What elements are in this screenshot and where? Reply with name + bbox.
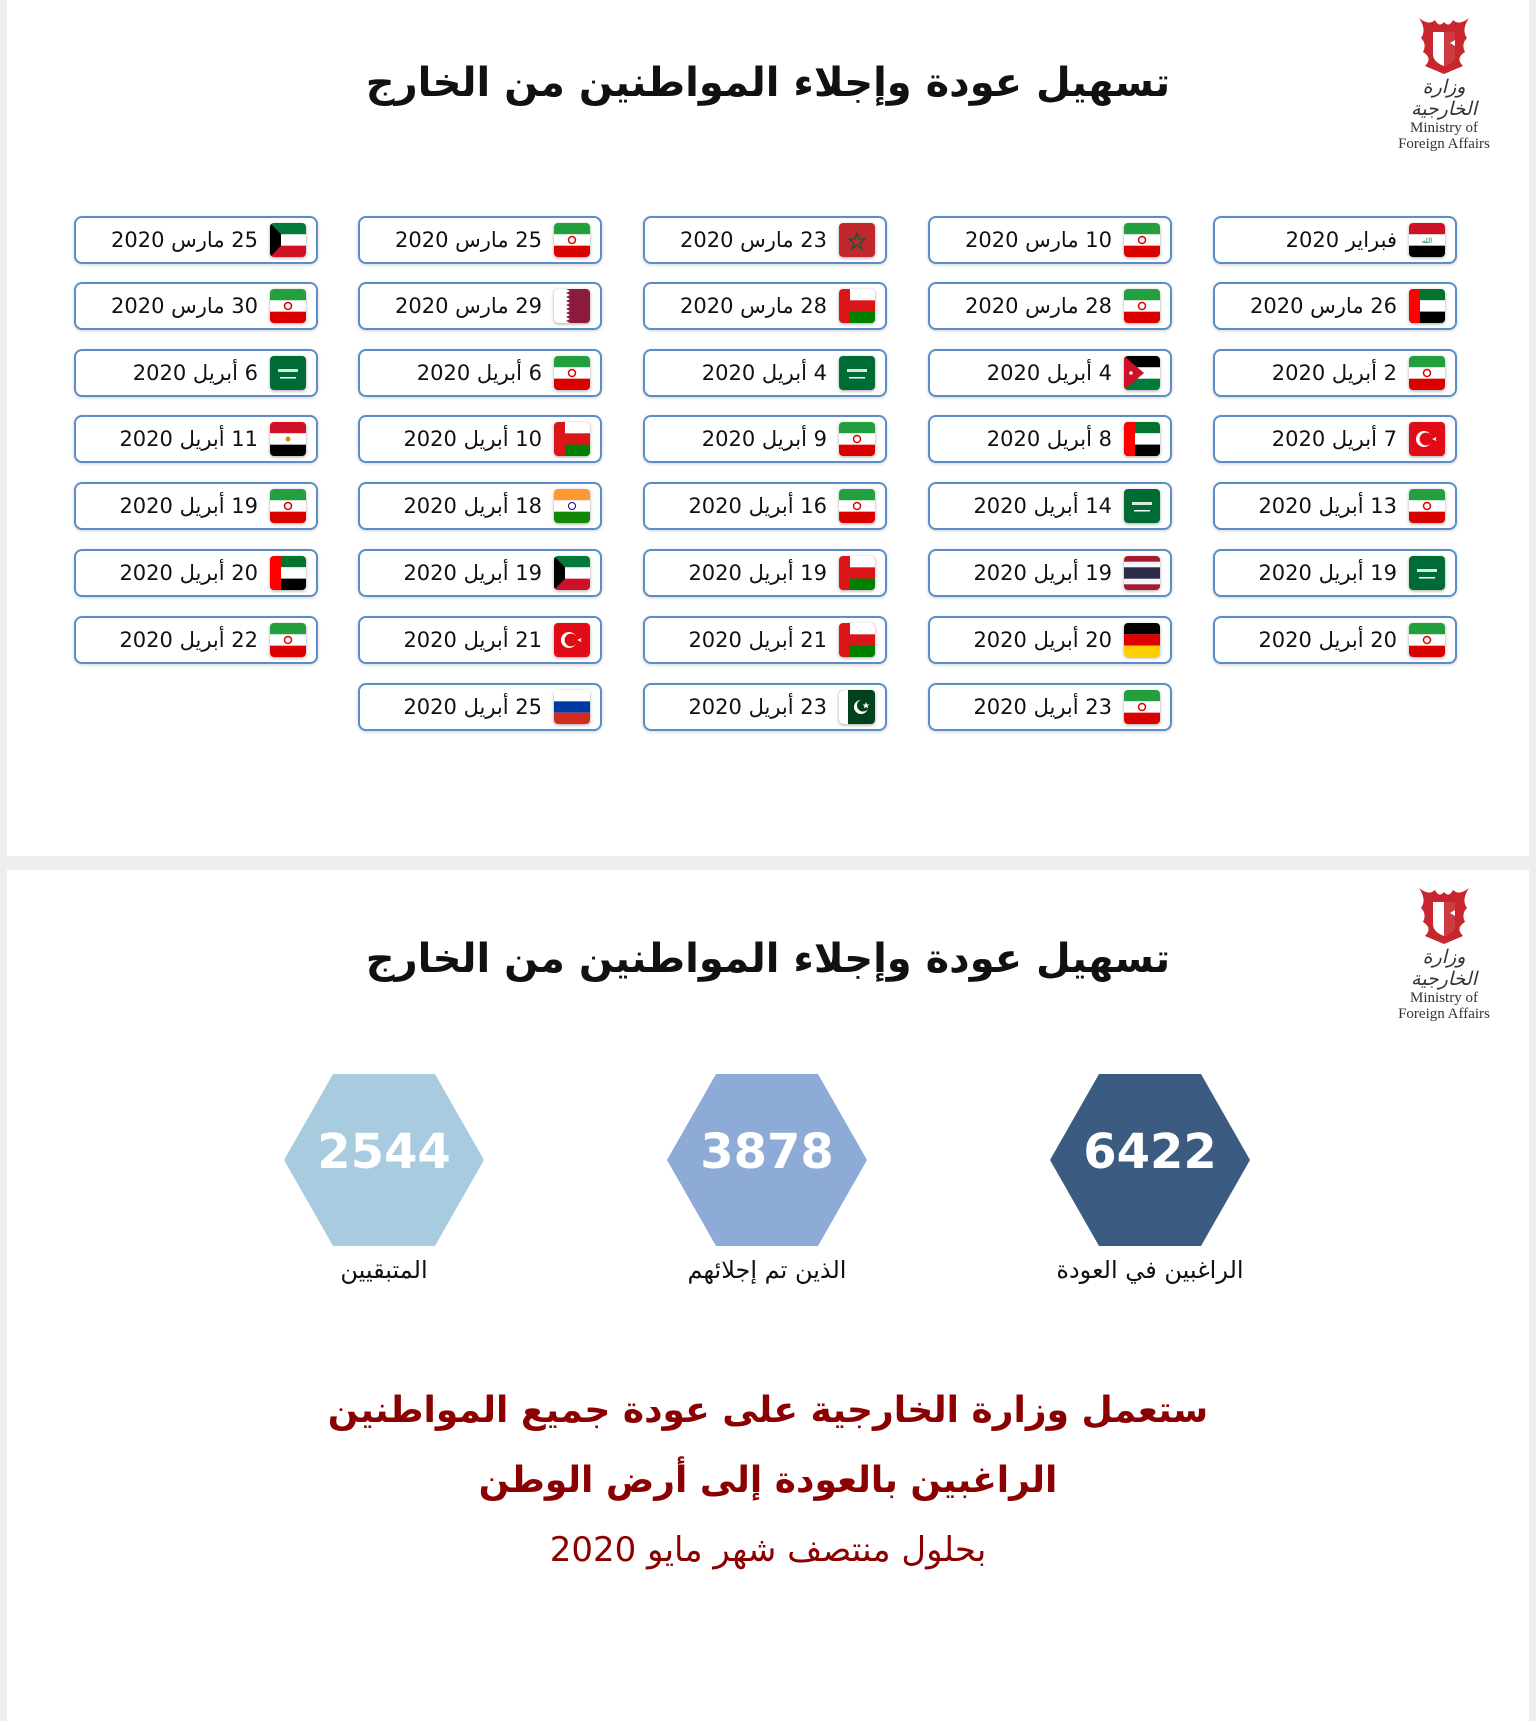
kuwait-flag-icon [270,223,306,257]
flight-card [928,349,1172,397]
kuwait-flag-icon [554,556,590,590]
flight-card [643,282,887,330]
flight-card [928,482,1172,530]
saudi-flag-icon [270,356,306,390]
flight-date: 14 أبريل 2020 [973,494,1112,518]
oman-flag-icon [839,623,875,657]
flight-card [74,482,318,530]
flight-card [928,616,1172,664]
stat-value: 6422 [1083,1124,1217,1180]
flight-card [1213,282,1457,330]
stat-label: الذين تم إجلائهم [687,1256,847,1284]
iran-flag-icon [270,289,306,323]
flight-card [358,683,602,731]
oman-flag-icon [839,289,875,323]
flight-card [74,616,318,664]
flight-card [74,415,318,463]
flight-card [643,415,887,463]
flight-date: 16 أبريل 2020 [688,494,827,518]
flight-date: 4 أبريل 2020 [701,361,827,385]
ministry-english-line2: Foreign Affairs [1398,1006,1490,1022]
flight-card [358,549,602,597]
uae-flag-icon [1124,422,1160,456]
stat-evacuated [637,1072,897,1284]
oman-flag-icon [839,556,875,590]
iran-flag-icon [839,422,875,456]
flight-date: 22 أبريل 2020 [119,628,258,652]
flight-date: 13 أبريل 2020 [1258,494,1397,518]
stat-wanting-return [1020,1072,1280,1284]
flight-card [74,549,318,597]
iran-flag-icon [839,489,875,523]
saudi-flag-icon [839,356,875,390]
flights-panel [7,0,1529,856]
saudi-flag-icon [1124,489,1160,523]
stat-value: 2544 [317,1124,451,1180]
flight-date: 19 أبريل 2020 [973,561,1112,585]
flight-date: 8 أبريل 2020 [986,427,1112,451]
iraq-flag-icon [1409,223,1445,257]
flight-date: 20 أبريل 2020 [973,628,1112,652]
flight-date: 18 أبريل 2020 [403,494,542,518]
flight-date: 28 مارس 2020 [965,294,1112,318]
stat-label: الراغبين في العودة [1056,1256,1244,1284]
ministry-arabic-name: وزارة الخارجية [1411,76,1477,120]
flight-card [1213,482,1457,530]
qatar-flag-icon [554,289,590,323]
flight-card [928,415,1172,463]
flight-date: 2 أبريل 2020 [1271,361,1397,385]
flight-date: 26 مارس 2020 [1250,294,1397,318]
flight-date: 10 مارس 2020 [965,228,1112,252]
stats-panel [7,870,1529,1721]
saudi-flag-icon [1409,556,1445,590]
flight-card [643,616,887,664]
morocco-flag-icon [839,223,875,257]
page-title: تسهيل عودة وإجلاء المواطنين من الخارج [365,60,1171,106]
flight-date: 28 مارس 2020 [680,294,827,318]
flight-card [928,549,1172,597]
india-flag-icon [554,489,590,523]
iran-flag-icon [1409,489,1445,523]
flight-date: 4 أبريل 2020 [986,361,1112,385]
oman-flag-icon [554,422,590,456]
jordan-flag-icon [1124,356,1160,390]
flight-date: 23 أبريل 2020 [688,695,827,719]
flight-date: 25 مارس 2020 [395,228,542,252]
ministry-english-line1: Ministry of [1410,990,1478,1006]
flight-date: 23 أبريل 2020 [973,695,1112,719]
flight-date: 25 أبريل 2020 [403,695,542,719]
flight-card [74,349,318,397]
flight-card [358,415,602,463]
message-line-2: الراغبين بالعودة إلى أرض الوطن [478,1460,1058,1501]
iran-flag-icon [1124,690,1160,724]
ministry-english-line2: Foreign Affairs [1398,136,1490,152]
flight-card [643,683,887,731]
flight-date: فبراير 2020 [1285,228,1397,252]
flight-date: 7 أبريل 2020 [1271,427,1397,451]
flight-date: 21 أبريل 2020 [403,628,542,652]
flight-date: 20 أبريل 2020 [1258,628,1397,652]
iran-flag-icon [554,223,590,257]
message-line-3: بحلول منتصف شهر مايو 2020 [549,1530,987,1570]
flight-card [1213,616,1457,664]
flight-date: 30 مارس 2020 [111,294,258,318]
flight-card [358,216,602,264]
pakistan-flag-icon [839,690,875,724]
flight-card [643,549,887,597]
flight-date: 25 مارس 2020 [111,228,258,252]
flight-card [643,482,887,530]
flight-card [1213,415,1457,463]
flight-date: 19 أبريل 2020 [119,494,258,518]
stat-label: المتبقيين [340,1256,428,1284]
iran-flag-icon [1124,223,1160,257]
flight-card [358,349,602,397]
flight-date: 29 مارس 2020 [395,294,542,318]
flight-date: 19 أبريل 2020 [688,561,827,585]
germany-flag-icon [1124,623,1160,657]
message-line-1: ستعمل وزارة الخارجية على عودة جميع المواطنين [327,1390,1209,1431]
flight-card [1213,349,1457,397]
turkey-flag-icon [1409,422,1445,456]
thailand-flag-icon [1124,556,1160,590]
turkey-flag-icon [554,623,590,657]
iran-flag-icon [270,489,306,523]
flight-grid [7,0,1529,856]
flight-date: 10 أبريل 2020 [403,427,542,451]
russia-flag-icon [554,690,590,724]
iran-flag-icon [1409,623,1445,657]
flight-date: 23 مارس 2020 [680,228,827,252]
page-title: تسهيل عودة وإجلاء المواطنين من الخارج [365,936,1171,982]
iran-flag-icon [270,623,306,657]
flight-date: 19 أبريل 2020 [1258,561,1397,585]
flight-date: 20 أبريل 2020 [119,561,258,585]
flight-date: 6 أبريل 2020 [416,361,542,385]
iran-flag-icon [1124,289,1160,323]
iran-flag-icon [554,356,590,390]
flight-card [358,282,602,330]
flight-date: 9 أبريل 2020 [701,427,827,451]
flight-card [643,349,887,397]
flight-card [358,482,602,530]
flight-card [74,216,318,264]
ministry-english-line1: Ministry of [1410,120,1478,136]
flight-date: 19 أبريل 2020 [403,561,542,585]
flight-card [643,216,887,264]
iran-flag-icon [1409,356,1445,390]
svg-text:الله: الله [1421,237,1433,245]
flight-date: 11 أبريل 2020 [119,427,258,451]
flight-card [1213,549,1457,597]
flight-card [928,282,1172,330]
flight-date: 21 أبريل 2020 [688,628,827,652]
stat-remaining [254,1072,514,1284]
flight-card [928,683,1172,731]
flight-card [1213,216,1457,264]
uae-flag-icon [1409,289,1445,323]
stat-value: 3878 [700,1124,834,1180]
ministry-arabic-name: وزارة الخارجية [1411,946,1477,990]
uae-flag-icon [270,556,306,590]
egypt-flag-icon [270,422,306,456]
flight-card [358,616,602,664]
flight-date: 6 أبريل 2020 [132,361,258,385]
flight-card [928,216,1172,264]
flight-card [74,282,318,330]
